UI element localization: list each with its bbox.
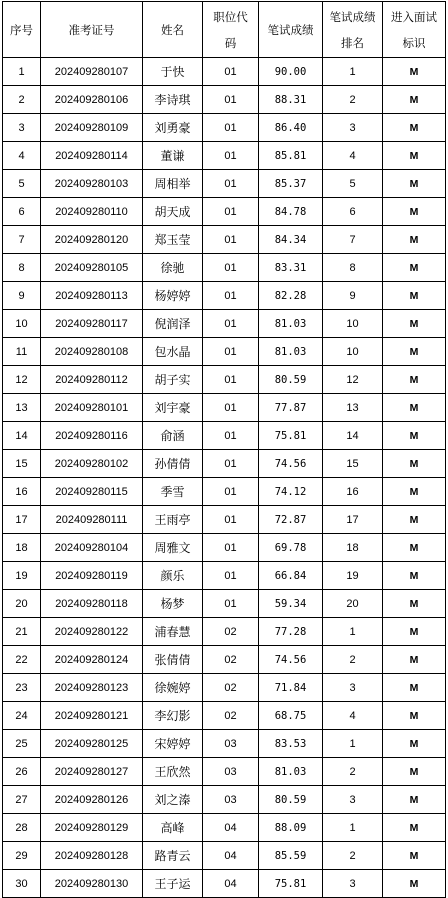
cell-position-code: 01 bbox=[203, 422, 259, 450]
cell-exam-id: 202409280116 bbox=[41, 422, 143, 450]
header-interview bbox=[383, 2, 446, 58]
cell-exam-id: 202409280112 bbox=[41, 366, 143, 394]
cell-exam-id: 202409280120 bbox=[41, 226, 143, 254]
cell-no: 20 bbox=[3, 590, 41, 618]
cell-rank: 7 bbox=[323, 226, 383, 254]
cell-score: 72.87 bbox=[259, 506, 323, 534]
cell-interview-mark: M bbox=[383, 478, 446, 506]
header-score: 笔试成绩 bbox=[259, 2, 323, 58]
cell-name: 董谦 bbox=[143, 142, 203, 170]
cell-no: 5 bbox=[3, 170, 41, 198]
header-rank bbox=[323, 2, 383, 58]
cell-position-code: 01 bbox=[203, 394, 259, 422]
table-row bbox=[3, 590, 446, 618]
cell-position-code: 01 bbox=[203, 198, 259, 226]
cell-position-code: 01 bbox=[203, 114, 259, 142]
cell-rank: 5 bbox=[323, 170, 383, 198]
table-row bbox=[3, 758, 446, 786]
cell-position-code: 01 bbox=[203, 366, 259, 394]
cell-interview-mark: M bbox=[383, 674, 446, 702]
cell-rank: 17 bbox=[323, 506, 383, 534]
cell-exam-id: 202409280125 bbox=[41, 730, 143, 758]
cell-rank: 4 bbox=[323, 702, 383, 730]
cell-name: 季雪 bbox=[143, 478, 203, 506]
cell-score: 81.03 bbox=[259, 338, 323, 366]
cell-no: 27 bbox=[3, 786, 41, 814]
cell-interview-mark: M bbox=[383, 786, 446, 814]
cell-position-code: 03 bbox=[203, 786, 259, 814]
cell-name: 刘勇豪 bbox=[143, 114, 203, 142]
cell-position-code: 01 bbox=[203, 142, 259, 170]
cell-name: 王欣然 bbox=[143, 758, 203, 786]
cell-name: 王子运 bbox=[143, 870, 203, 898]
table-row bbox=[3, 562, 446, 590]
table-row bbox=[3, 394, 446, 422]
table-row bbox=[3, 618, 446, 646]
cell-no: 3 bbox=[3, 114, 41, 142]
cell-rank: 3 bbox=[323, 674, 383, 702]
cell-exam-id: 202409280128 bbox=[41, 842, 143, 870]
cell-name: 李诗琪 bbox=[143, 86, 203, 114]
cell-exam-id: 202409280113 bbox=[41, 282, 143, 310]
cell-name: 俞涵 bbox=[143, 422, 203, 450]
cell-name: 徐婉婷 bbox=[143, 674, 203, 702]
cell-score: 83.31 bbox=[259, 254, 323, 282]
cell-score: 75.81 bbox=[259, 870, 323, 898]
cell-position-code: 01 bbox=[203, 58, 259, 86]
cell-exam-id: 202409280122 bbox=[41, 618, 143, 646]
cell-exam-id: 202409280108 bbox=[41, 338, 143, 366]
cell-exam-id: 202409280104 bbox=[41, 534, 143, 562]
cell-no: 13 bbox=[3, 394, 41, 422]
cell-no: 18 bbox=[3, 534, 41, 562]
table-row bbox=[3, 534, 446, 562]
cell-position-code: 01 bbox=[203, 310, 259, 338]
cell-exam-id: 202409280126 bbox=[41, 786, 143, 814]
cell-rank: 10 bbox=[323, 310, 383, 338]
cell-exam-id: 202409280124 bbox=[41, 646, 143, 674]
cell-interview-mark: M bbox=[383, 86, 446, 114]
cell-interview-mark: M bbox=[383, 310, 446, 338]
cell-name: 高峰 bbox=[143, 814, 203, 842]
cell-name: 宋婷婷 bbox=[143, 730, 203, 758]
table-row bbox=[3, 702, 446, 730]
cell-rank: 18 bbox=[323, 534, 383, 562]
cell-score: 84.78 bbox=[259, 198, 323, 226]
cell-rank: 1 bbox=[323, 814, 383, 842]
cell-no: 7 bbox=[3, 226, 41, 254]
cell-interview-mark: M bbox=[383, 814, 446, 842]
cell-position-code: 02 bbox=[203, 646, 259, 674]
cell-position-code: 02 bbox=[203, 674, 259, 702]
cell-name: 李幻影 bbox=[143, 702, 203, 730]
cell-exam-id: 202409280129 bbox=[41, 814, 143, 842]
cell-score: 88.31 bbox=[259, 86, 323, 114]
cell-position-code: 04 bbox=[203, 870, 259, 898]
cell-rank: 3 bbox=[323, 114, 383, 142]
header-no: 序号 bbox=[3, 2, 41, 58]
cell-interview-mark: M bbox=[383, 562, 446, 590]
cell-rank: 12 bbox=[323, 366, 383, 394]
table-row bbox=[3, 310, 446, 338]
cell-no: 26 bbox=[3, 758, 41, 786]
cell-name: 王雨亭 bbox=[143, 506, 203, 534]
cell-score: 83.53 bbox=[259, 730, 323, 758]
table-row bbox=[3, 730, 446, 758]
cell-score: 68.75 bbox=[259, 702, 323, 730]
cell-no: 12 bbox=[3, 366, 41, 394]
cell-exam-id: 202409280105 bbox=[41, 254, 143, 282]
table-row bbox=[3, 86, 446, 114]
cell-no: 11 bbox=[3, 338, 41, 366]
cell-exam-id: 202409280123 bbox=[41, 674, 143, 702]
cell-name: 郑玉莹 bbox=[143, 226, 203, 254]
cell-exam-id: 202409280118 bbox=[41, 590, 143, 618]
cell-rank: 14 bbox=[323, 422, 383, 450]
cell-name: 刘之溱 bbox=[143, 786, 203, 814]
cell-rank: 4 bbox=[323, 142, 383, 170]
cell-name: 杨婷婷 bbox=[143, 282, 203, 310]
cell-exam-id: 202409280107 bbox=[41, 58, 143, 86]
table-row bbox=[3, 226, 446, 254]
cell-no: 21 bbox=[3, 618, 41, 646]
cell-exam-id: 202409280115 bbox=[41, 478, 143, 506]
cell-rank: 9 bbox=[323, 282, 383, 310]
cell-rank: 1 bbox=[323, 730, 383, 758]
cell-score: 86.40 bbox=[259, 114, 323, 142]
cell-no: 19 bbox=[3, 562, 41, 590]
cell-name: 倪润泽 bbox=[143, 310, 203, 338]
cell-name: 张倩倩 bbox=[143, 646, 203, 674]
table-row bbox=[3, 814, 446, 842]
table-row bbox=[3, 478, 446, 506]
cell-interview-mark: M bbox=[383, 618, 446, 646]
cell-exam-id: 202409280111 bbox=[41, 506, 143, 534]
table-row bbox=[3, 870, 446, 898]
cell-position-code: 01 bbox=[203, 506, 259, 534]
cell-name: 颜乐 bbox=[143, 562, 203, 590]
cell-name: 于快 bbox=[143, 58, 203, 86]
cell-interview-mark: M bbox=[383, 58, 446, 86]
cell-interview-mark: M bbox=[383, 450, 446, 478]
cell-score: 75.81 bbox=[259, 422, 323, 450]
cell-score: 85.81 bbox=[259, 142, 323, 170]
cell-name: 胡天成 bbox=[143, 198, 203, 226]
cell-rank: 13 bbox=[323, 394, 383, 422]
cell-interview-mark: M bbox=[383, 590, 446, 618]
cell-rank: 3 bbox=[323, 870, 383, 898]
cell-position-code: 02 bbox=[203, 702, 259, 730]
cell-rank: 20 bbox=[323, 590, 383, 618]
cell-no: 24 bbox=[3, 702, 41, 730]
cell-interview-mark: M bbox=[383, 730, 446, 758]
cell-interview-mark: M bbox=[383, 394, 446, 422]
table-row bbox=[3, 450, 446, 478]
cell-no: 15 bbox=[3, 450, 41, 478]
cell-exam-id: 202409280101 bbox=[41, 394, 143, 422]
cell-name: 胡子实 bbox=[143, 366, 203, 394]
cell-no: 28 bbox=[3, 814, 41, 842]
table-row bbox=[3, 170, 446, 198]
cell-exam-id: 202409280109 bbox=[41, 114, 143, 142]
cell-exam-id: 202409280110 bbox=[41, 198, 143, 226]
header-name: 姓名 bbox=[143, 2, 203, 58]
table-row bbox=[3, 366, 446, 394]
cell-interview-mark: M bbox=[383, 758, 446, 786]
cell-no: 9 bbox=[3, 282, 41, 310]
cell-exam-id: 202409280103 bbox=[41, 170, 143, 198]
cell-position-code: 01 bbox=[203, 338, 259, 366]
cell-exam-id: 202409280119 bbox=[41, 562, 143, 590]
cell-exam-id: 202409280117 bbox=[41, 310, 143, 338]
cell-no: 16 bbox=[3, 478, 41, 506]
cell-exam-id: 202409280130 bbox=[41, 870, 143, 898]
cell-score: 85.59 bbox=[259, 842, 323, 870]
cell-score: 80.59 bbox=[259, 366, 323, 394]
cell-no: 14 bbox=[3, 422, 41, 450]
header-position-code-line2: 码 bbox=[224, 35, 237, 50]
header-interview-line1: 进入面试 bbox=[391, 9, 437, 24]
cell-no: 6 bbox=[3, 198, 41, 226]
results-table bbox=[2, 1, 446, 898]
cell-score: 71.84 bbox=[259, 674, 323, 702]
cell-position-code: 04 bbox=[203, 814, 259, 842]
cell-position-code: 01 bbox=[203, 590, 259, 618]
header-position-code bbox=[203, 2, 259, 58]
cell-interview-mark: M bbox=[383, 198, 446, 226]
cell-score: 80.59 bbox=[259, 786, 323, 814]
cell-score: 82.28 bbox=[259, 282, 323, 310]
cell-interview-mark: M bbox=[383, 170, 446, 198]
cell-score: 74.56 bbox=[259, 646, 323, 674]
cell-position-code: 01 bbox=[203, 254, 259, 282]
cell-name: 杨梦 bbox=[143, 590, 203, 618]
cell-rank: 16 bbox=[323, 478, 383, 506]
cell-interview-mark: M bbox=[383, 226, 446, 254]
cell-no: 2 bbox=[3, 86, 41, 114]
table-row bbox=[3, 422, 446, 450]
cell-name: 孙倩倩 bbox=[143, 450, 203, 478]
cell-interview-mark: M bbox=[383, 534, 446, 562]
cell-rank: 15 bbox=[323, 450, 383, 478]
cell-name: 周雅文 bbox=[143, 534, 203, 562]
cell-no: 29 bbox=[3, 842, 41, 870]
cell-rank: 19 bbox=[323, 562, 383, 590]
cell-rank: 3 bbox=[323, 786, 383, 814]
cell-name: 周相举 bbox=[143, 170, 203, 198]
table-row bbox=[3, 254, 446, 282]
cell-score: 77.87 bbox=[259, 394, 323, 422]
cell-rank: 10 bbox=[323, 338, 383, 366]
cell-interview-mark: M bbox=[383, 254, 446, 282]
cell-interview-mark: M bbox=[383, 142, 446, 170]
cell-position-code: 02 bbox=[203, 618, 259, 646]
cell-interview-mark: M bbox=[383, 338, 446, 366]
cell-interview-mark: M bbox=[383, 114, 446, 142]
table-row bbox=[3, 58, 446, 86]
cell-exam-id: 202409280106 bbox=[41, 86, 143, 114]
cell-score: 90.00 bbox=[259, 58, 323, 86]
cell-rank: 8 bbox=[323, 254, 383, 282]
cell-interview-mark: M bbox=[383, 422, 446, 450]
cell-no: 22 bbox=[3, 646, 41, 674]
cell-position-code: 04 bbox=[203, 842, 259, 870]
cell-no: 30 bbox=[3, 870, 41, 898]
cell-rank: 2 bbox=[323, 758, 383, 786]
table-row bbox=[3, 338, 446, 366]
cell-position-code: 01 bbox=[203, 282, 259, 310]
cell-score: 66.84 bbox=[259, 562, 323, 590]
cell-rank: 2 bbox=[323, 646, 383, 674]
cell-position-code: 03 bbox=[203, 758, 259, 786]
cell-no: 4 bbox=[3, 142, 41, 170]
header-exam-id: 准考证号 bbox=[41, 2, 143, 58]
cell-position-code: 01 bbox=[203, 534, 259, 562]
header-rank-line1: 笔试成绩 bbox=[329, 9, 376, 24]
header-row bbox=[3, 2, 446, 58]
header-rank-line2: 排名 bbox=[341, 35, 364, 50]
cell-no: 23 bbox=[3, 674, 41, 702]
cell-score: 88.09 bbox=[259, 814, 323, 842]
cell-position-code: 01 bbox=[203, 562, 259, 590]
cell-score: 85.37 bbox=[259, 170, 323, 198]
cell-score: 84.34 bbox=[259, 226, 323, 254]
cell-exam-id: 202409280102 bbox=[41, 450, 143, 478]
table-row bbox=[3, 646, 446, 674]
cell-interview-mark: M bbox=[383, 366, 446, 394]
cell-position-code: 03 bbox=[203, 730, 259, 758]
cell-score: 81.03 bbox=[259, 758, 323, 786]
table-row bbox=[3, 114, 446, 142]
cell-interview-mark: M bbox=[383, 870, 446, 898]
table-body bbox=[3, 58, 446, 898]
cell-rank: 1 bbox=[323, 58, 383, 86]
cell-name: 路青云 bbox=[143, 842, 203, 870]
table-row bbox=[3, 786, 446, 814]
cell-no: 17 bbox=[3, 506, 41, 534]
cell-rank: 2 bbox=[323, 86, 383, 114]
cell-position-code: 01 bbox=[203, 450, 259, 478]
cell-name: 浦春慧 bbox=[143, 618, 203, 646]
cell-name: 包水晶 bbox=[143, 338, 203, 366]
cell-interview-mark: M bbox=[383, 282, 446, 310]
cell-no: 25 bbox=[3, 730, 41, 758]
cell-position-code: 01 bbox=[203, 170, 259, 198]
cell-rank: 2 bbox=[323, 842, 383, 870]
cell-position-code: 01 bbox=[203, 86, 259, 114]
cell-interview-mark: M bbox=[383, 506, 446, 534]
header-position-code-line1: 职位代 bbox=[213, 9, 248, 24]
cell-position-code: 01 bbox=[203, 478, 259, 506]
cell-rank: 1 bbox=[323, 618, 383, 646]
cell-exam-id: 202409280114 bbox=[41, 142, 143, 170]
cell-no: 8 bbox=[3, 254, 41, 282]
cell-score: 77.28 bbox=[259, 618, 323, 646]
cell-score: 69.78 bbox=[259, 534, 323, 562]
table-row bbox=[3, 282, 446, 310]
header-interview-line2: 标识 bbox=[402, 35, 426, 50]
table-row bbox=[3, 842, 446, 870]
cell-name: 徐驰 bbox=[143, 254, 203, 282]
cell-rank: 6 bbox=[323, 198, 383, 226]
table-row bbox=[3, 674, 446, 702]
cell-exam-id: 202409280127 bbox=[41, 758, 143, 786]
cell-interview-mark: M bbox=[383, 646, 446, 674]
cell-interview-mark: M bbox=[383, 702, 446, 730]
cell-no: 10 bbox=[3, 310, 41, 338]
cell-score: 59.34 bbox=[259, 590, 323, 618]
cell-score: 74.56 bbox=[259, 450, 323, 478]
cell-interview-mark: M bbox=[383, 842, 446, 870]
table-row bbox=[3, 506, 446, 534]
table-header bbox=[3, 2, 446, 58]
cell-position-code: 01 bbox=[203, 226, 259, 254]
table-row bbox=[3, 142, 446, 170]
table-row bbox=[3, 198, 446, 226]
cell-name: 刘宇豪 bbox=[143, 394, 203, 422]
cell-exam-id: 202409280121 bbox=[41, 702, 143, 730]
cell-no: 1 bbox=[3, 58, 41, 86]
cell-score: 74.12 bbox=[259, 478, 323, 506]
cell-score: 81.03 bbox=[259, 310, 323, 338]
